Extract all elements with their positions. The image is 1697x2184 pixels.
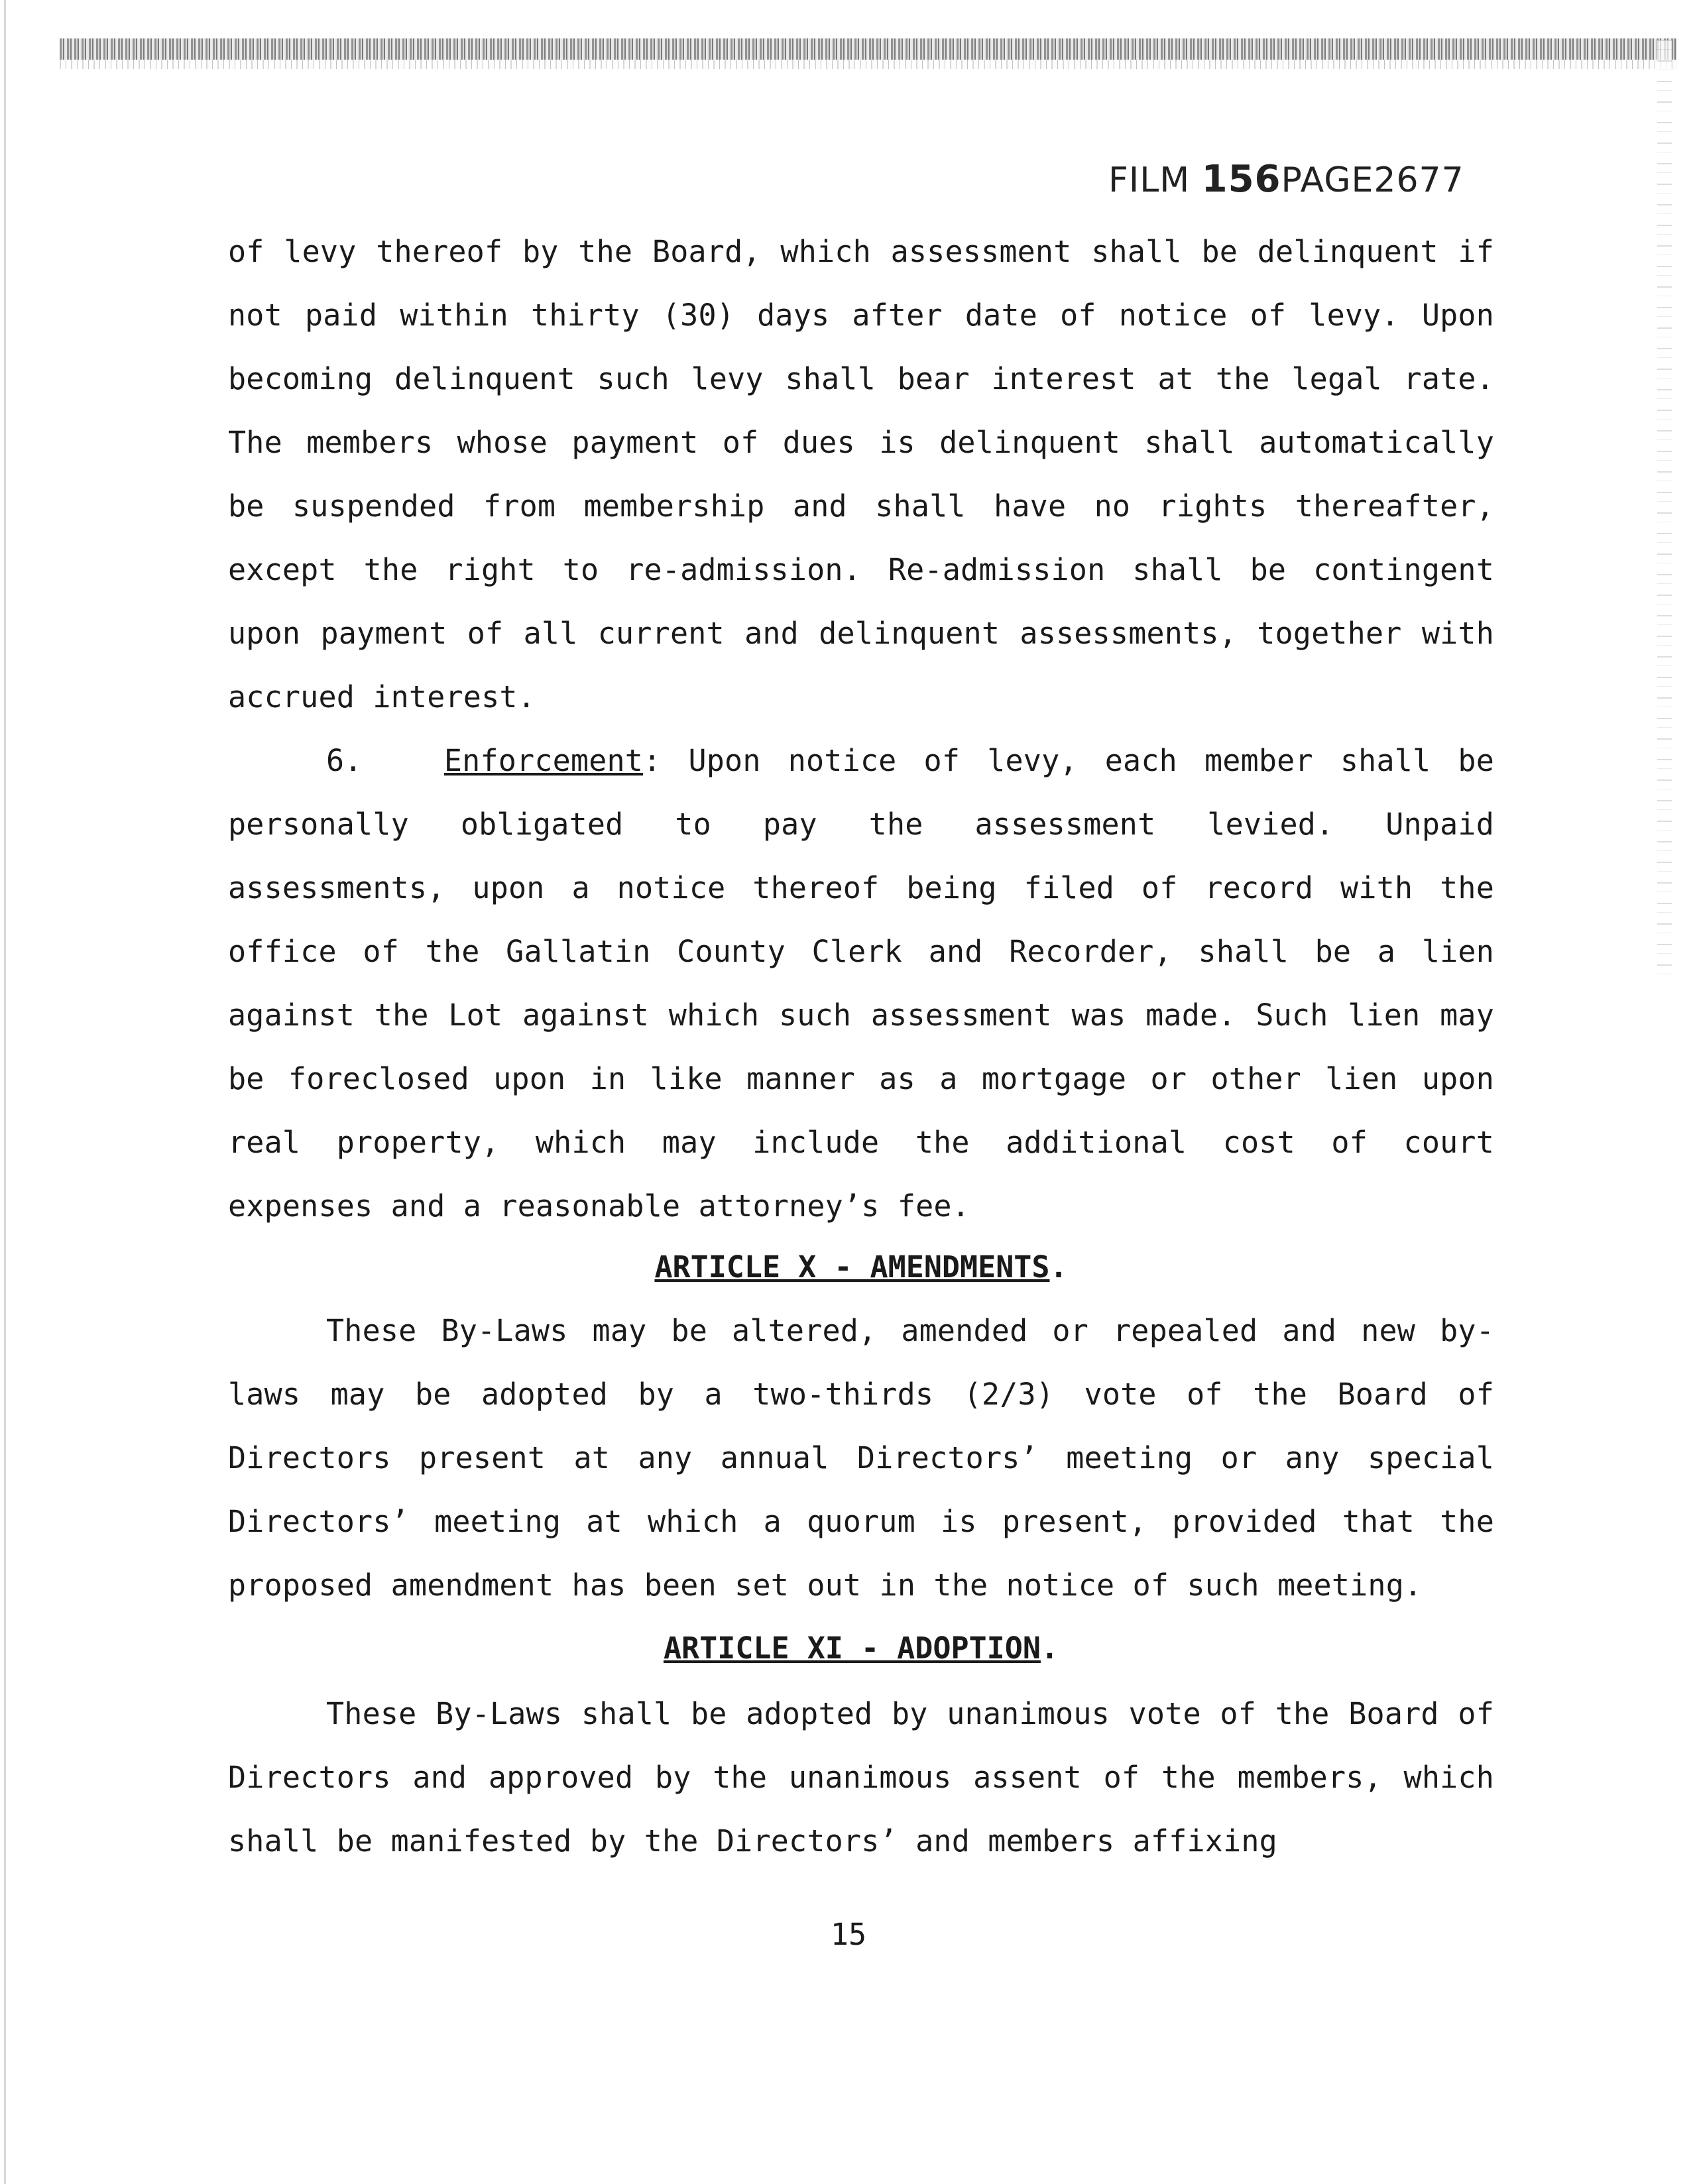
enforcement-heading: Enforcement — [443, 743, 644, 778]
stamp-page-value: 2677 — [1374, 160, 1464, 200]
article-x-title: ARTICLE X - AMENDMENTS — [654, 1249, 1050, 1285]
article-xi-title: ARTICLE XI - ADOPTION — [663, 1631, 1041, 1666]
film-page-stamp — [1108, 158, 1464, 201]
stamp-film-number: 156 — [1201, 158, 1281, 201]
article-x-heading — [228, 1249, 1494, 1285]
paragraph-levy-delinquency: of levy thereof by the Board, which assessment shall be delinquent if not paid within thirty (30) days after date of notice of levy. Upon becoming delinquent such levy shall bear interest at the legal rate. The members whose payment of dues is delinquent shall automatically be suspended from membership and shall have no rights thereafter, except the right to re-admission. Re-admission shall be contingent upon payment of all current and delinquent assessments, together with accrued interest. — [228, 234, 1494, 715]
enforcement-text: : Upon notice of levy, each member shall be personally obligated to pay the assessment levied. Unpaid assessments, upon a notice thereof being filed of record with the office of the Gallatin County Clerk and Recorder, shall be a lien against the Lot against which such assessment was made. Such lien may be foreclosed upon in like manner as a mortgage or other lien upon real property, which may include the additional cost of court expenses and a reasonable attorney’s fee. — [228, 743, 1494, 1224]
paragraph-enforcement — [228, 729, 1494, 1238]
article-xi-heading — [228, 1631, 1494, 1666]
scan-edge-top-secondary — [60, 60, 1677, 69]
paragraph-amendments: These By-Laws may be altered, amended or repealed and new by-laws may be adopted by a two-thirds (2/3) vote of the Board of Directors present at any annual Directors’ meeting or any special Directors’ meeting at which a quorum is present, provided that the proposed amendment has been set out in the notice of such meeting. — [228, 1313, 1494, 1603]
scan-edge-top — [60, 38, 1677, 60]
paragraph-adoption: These By-Laws shall be adopted by unanimous vote of the Board of Directors and approved by the unanimous assent of the members, which shall be manifested by the Directors’ and members affixing — [228, 1696, 1494, 1859]
article-xi-period: . — [1040, 1631, 1059, 1666]
stamp-page-label: PAGE — [1281, 160, 1374, 200]
article-x-period: . — [1049, 1249, 1068, 1285]
page-number: 15 — [830, 1917, 867, 1952]
scan-edge-right — [1657, 40, 1672, 981]
enforcement-number: 6. — [326, 743, 363, 778]
scan-edge-left — [4, 0, 6, 2184]
stamp-prefix: FILM — [1108, 160, 1191, 200]
